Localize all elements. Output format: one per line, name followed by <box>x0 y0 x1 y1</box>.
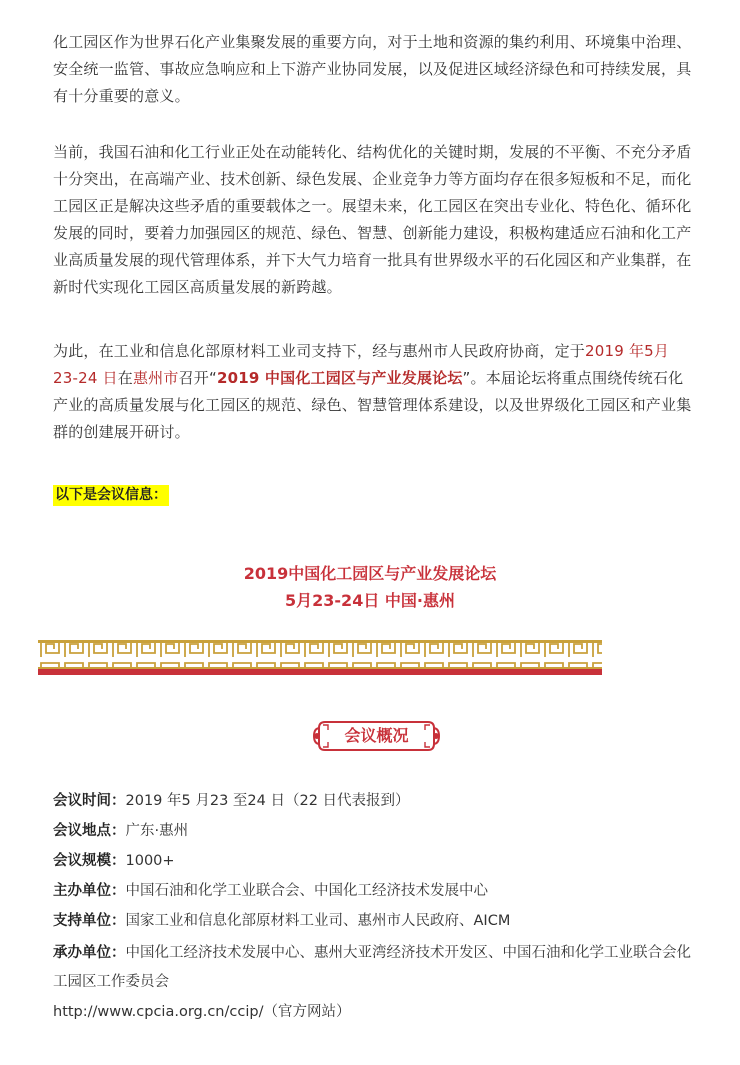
forum-name-inline: 2019 中国化工园区与产业发展论坛 <box>216 369 463 387</box>
announcement-text-a: 为此，在工业和信息化部原材料工业司支持下，经与惠州市人民政府协商，定于 <box>53 342 586 360</box>
announcement-text-c: 召开“ <box>178 369 217 387</box>
info-value: 中国石油和化学工业联合会、中国化工经济技术发展中心 <box>125 883 488 899</box>
official-website-link[interactable]: http://www.cpcia.org.cn/ccip/（官方网站） <box>53 1004 351 1020</box>
info-label: 支持单位： <box>53 913 126 929</box>
info-label: 会议地点： <box>53 823 126 839</box>
info-label: 会议规模： <box>53 853 126 869</box>
intro-paragraph: 化工园区作为世界石化产业集聚发展的重要方向，对于土地和资源的集约利用、环境集中治理、安全统一监管、事故应急响应和上下游产业协同发展，以及促进区域经济绿色和可持续发展，具有十分重要的意义。 <box>53 33 692 105</box>
announcement-text-d: ”。本届论坛将重点围绕传统石化产业的高质量发展与化工园区的规范、绿色、智慧管理体系建设，以及世界级化工园区和产业集群的创建展开研讨。 <box>53 369 692 441</box>
forum-date-place: 5月23-24日 中国·惠州 <box>285 591 455 610</box>
info-row-support <box>53 909 713 933</box>
info-row-time <box>53 789 713 813</box>
info-value: 1000+ <box>125 853 175 869</box>
section-badge-label: 会议概况 <box>344 726 409 745</box>
announcement-paragraph <box>53 338 693 446</box>
forum-date-inline: 2019 年5月23-24 日 <box>53 342 670 387</box>
context-paragraph: 当前，我国石油和化工行业正处在动能转化、结构优化的关键时期，发展的不平衡、不充分矛盾十分突出，在高端产业、技术创新、绿色发展、企业竞争力等方面均存在很多短板和不足，而化工园区正是解决这些矛盾的重要载体之一。展望未来，化工园区在突出专业化、特色化、循环化发展的同时，要着力加强园区的规范、绿色、智慧、创新能力建设，积极构建适应石油和化工产业高质量发展的现代管理体系，并下大气力培育一批具有世界级水平的石化园区和产业集群，在新时代实现化工园区高质量发展的新跨越。 <box>53 143 692 296</box>
decorative-fret-border <box>38 636 602 676</box>
info-label: 会议时间： <box>53 793 126 809</box>
info-value: 国家工业和信息化部原材料工业司、惠州市人民政府、AICM <box>125 913 511 929</box>
forum-city-inline: 惠州市 <box>132 369 179 387</box>
info-row-location <box>53 819 713 843</box>
info-row-organizer <box>53 939 703 997</box>
forum-title: 2019中国化工园区与产业发展论坛 <box>243 564 497 583</box>
info-label: 承办单位： <box>53 945 126 961</box>
info-value: 2019 年5 月23 至24 日（22 日代表报到） <box>125 793 410 809</box>
info-value: 广东·惠州 <box>125 823 189 839</box>
meeting-info-highlight: 以下是会议信息： <box>53 485 169 506</box>
info-value: 中国化工经济技术发展中心、惠州大亚湾经济技术开发区、中国石油和化学工业联合会化工园区工作委员会 <box>53 945 691 990</box>
info-row-host <box>53 879 713 903</box>
announcement-text-b: 在 <box>117 369 133 387</box>
info-row-scale <box>53 849 713 873</box>
info-label: 主办单位： <box>53 883 126 899</box>
